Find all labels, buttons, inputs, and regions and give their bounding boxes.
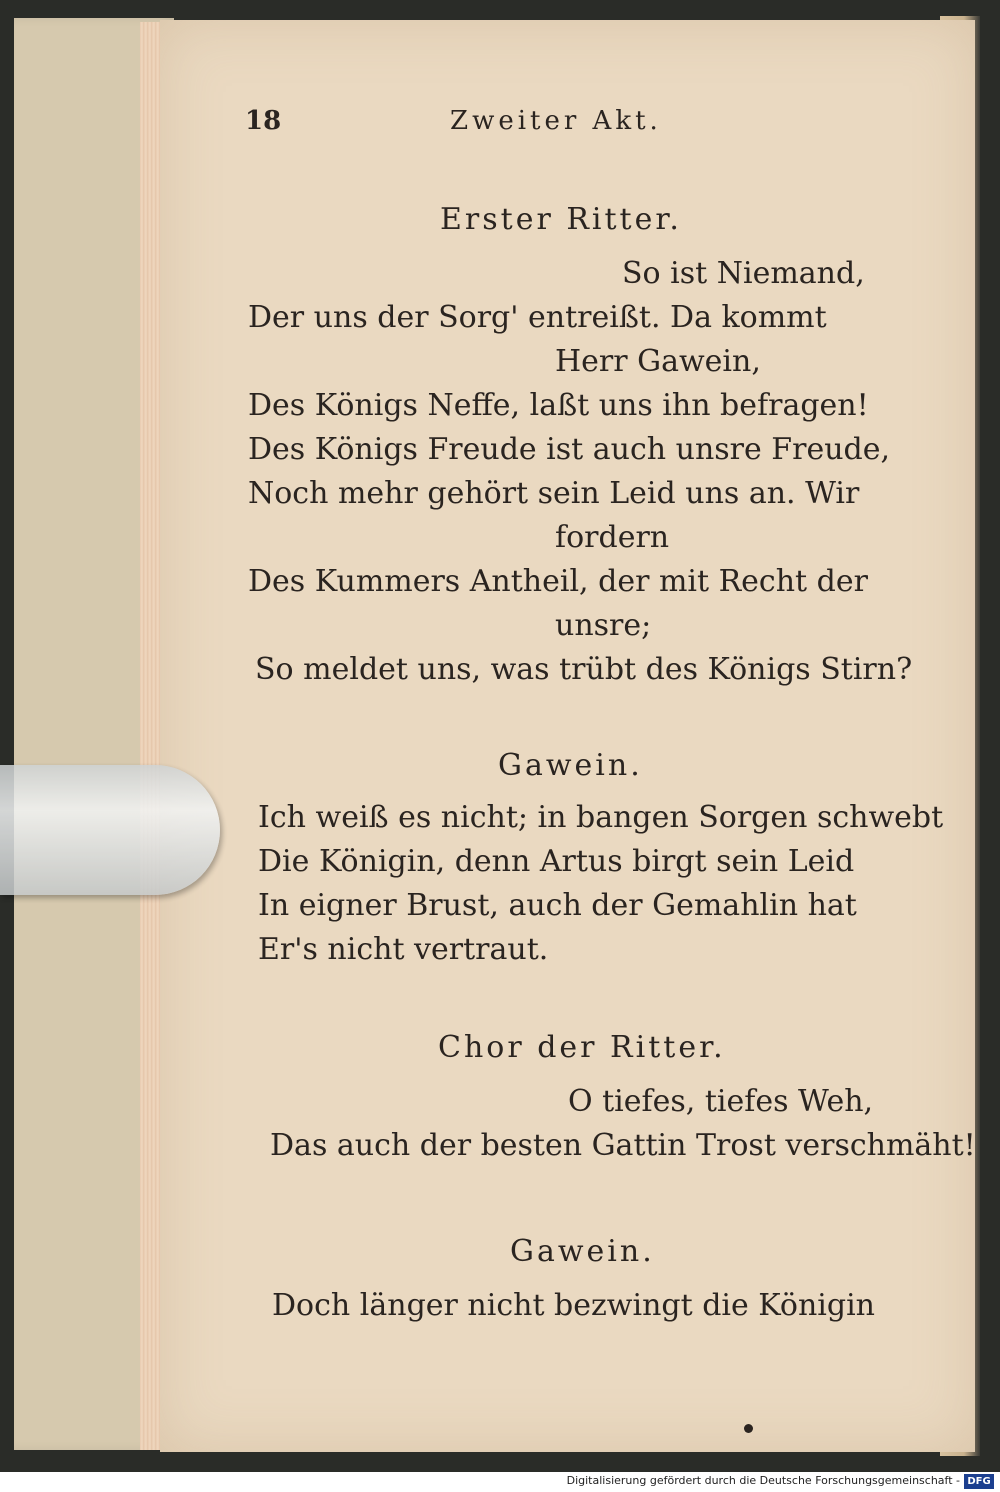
speaker-heading: Gawein. [498, 748, 643, 783]
page-clip [0, 765, 220, 895]
verse-line: Der uns der Sorg' entreißt. Da kommt [248, 300, 827, 335]
dfg-logo-icon: DFG [964, 1474, 994, 1489]
verse-line: Ich weiß es nicht; in bangen Sorgen schwebt [258, 800, 944, 835]
footer-bar [0, 1472, 1000, 1492]
speaker-heading: Gawein. [510, 1234, 655, 1269]
verse-line: Des Königs Freude ist auch unsre Freude, [248, 432, 891, 467]
verse-line: Doch länger nicht bezwingt die Königin [272, 1288, 875, 1323]
verse-line: Herr Gawein, [555, 344, 761, 379]
speaker-heading: Chor der Ritter. [438, 1030, 726, 1065]
verse-line: Des Kummers Antheil, der mit Recht der [248, 564, 868, 599]
verse-line: Des Königs Neffe, laßt uns ihn befragen! [248, 388, 869, 423]
verse-line: Noch mehr gehört sein Leid uns an. Wir [248, 476, 860, 511]
verse-line: fordern [555, 520, 670, 555]
verse-line: unsre; [555, 608, 652, 643]
verse-line: In eigner Brust, auch der Gemahlin hat [258, 888, 857, 923]
footer-credit: Digitalisierung gefördert durch die Deutsche Forschungsgemeinschaft - [566, 1474, 960, 1487]
page-number: 18 [245, 106, 282, 136]
speaker-heading: Erster Ritter. [440, 202, 682, 237]
verse-line: Er's nicht vertraut. [258, 932, 549, 967]
verse-line: Das auch der besten Gattin Trost verschmäht! [270, 1128, 976, 1163]
ink-spot [744, 1424, 753, 1433]
verse-line: So meldet uns, was trübt des Königs Stirn? [255, 652, 913, 687]
verse-line: O tiefes, tiefes Weh, [568, 1084, 874, 1119]
verse-line: Die Königin, denn Artus birgt sein Leid [258, 844, 855, 879]
verse-line: So ist Niemand, [622, 256, 865, 291]
running-head: Zweiter Akt. [450, 106, 662, 136]
